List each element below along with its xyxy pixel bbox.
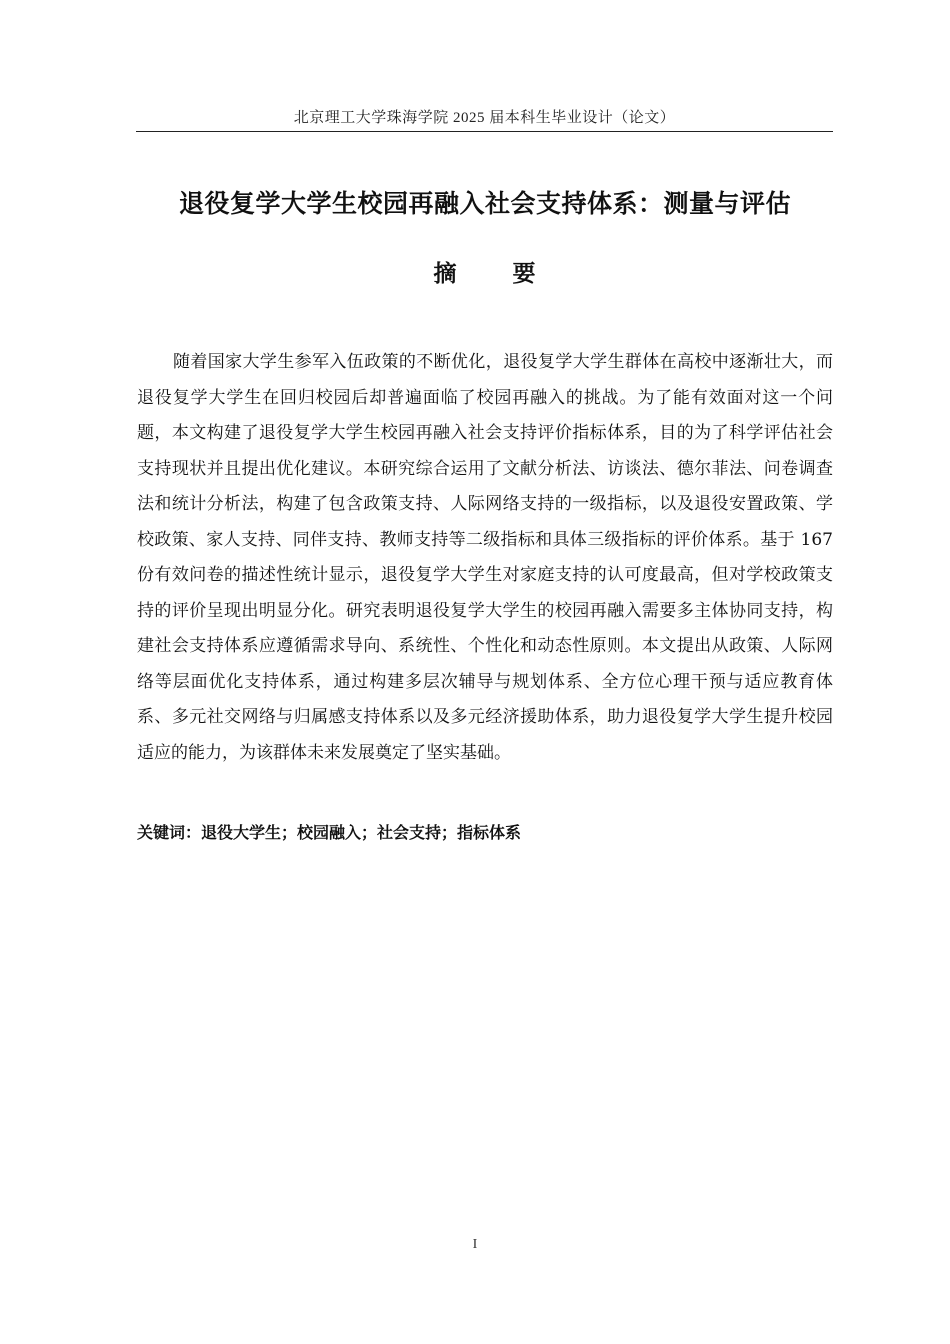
header-divider	[136, 131, 833, 132]
keywords-line: 关键词：退役大学生；校园融入；社会支持；指标体系	[137, 823, 522, 842]
page-number: I	[472, 1237, 478, 1252]
running-header: 北京理工大学珠海学院 2025 届本科生毕业设计（论文）	[293, 110, 676, 126]
abstract-paragraph: 随着国家大学生参军入伍政策的不断优化，退役复学大学生群体在高校中逐渐壮大，而退役复学大学生在回归校园后却普遍面临了校园再融入的挑战。为了能有效面对这一个问题，本文构建了退役复学大学生校园再融入社会支持评价指标体系，目的为了科学评估社会支持现状并且提出优化建议。本研究综合运用了文献分析法、访谈法、德尔菲法、问卷调查法和统计分析法，构建了包含政策支持、人际网络支持的一级指标，以及退役安置政策、学校政策、家人支持、同伴支持、教师支持等二级指标和具体三级指标的评价体系。基于 167 份有效问卷的描述性统计显示，退役复学大学生对家庭支持的认可度最高，但对学校政策支持的评价呈现出明显分化。研究表明退役复学大学生的校园再融入需要多主体协同支持，构建社会支持体系应遵循需求导向、系统性、个性化和动态性原则。本文提出从政策、人际网络等层面优化支持体系，通过构建多层次辅导与规划体系、全方位心理干预与适应教育体系、多元社交网络与归属感支持体系以及多元经济援助体系，助力退役复学大学生提升校园适应的能力，为该群体未来发展奠定了坚实基础。	[137, 352, 833, 763]
thesis-title: 退役复学大学生校园再融入社会支持体系：测量与评估	[178, 189, 791, 218]
abstract-heading: 摘 要	[433, 261, 560, 287]
